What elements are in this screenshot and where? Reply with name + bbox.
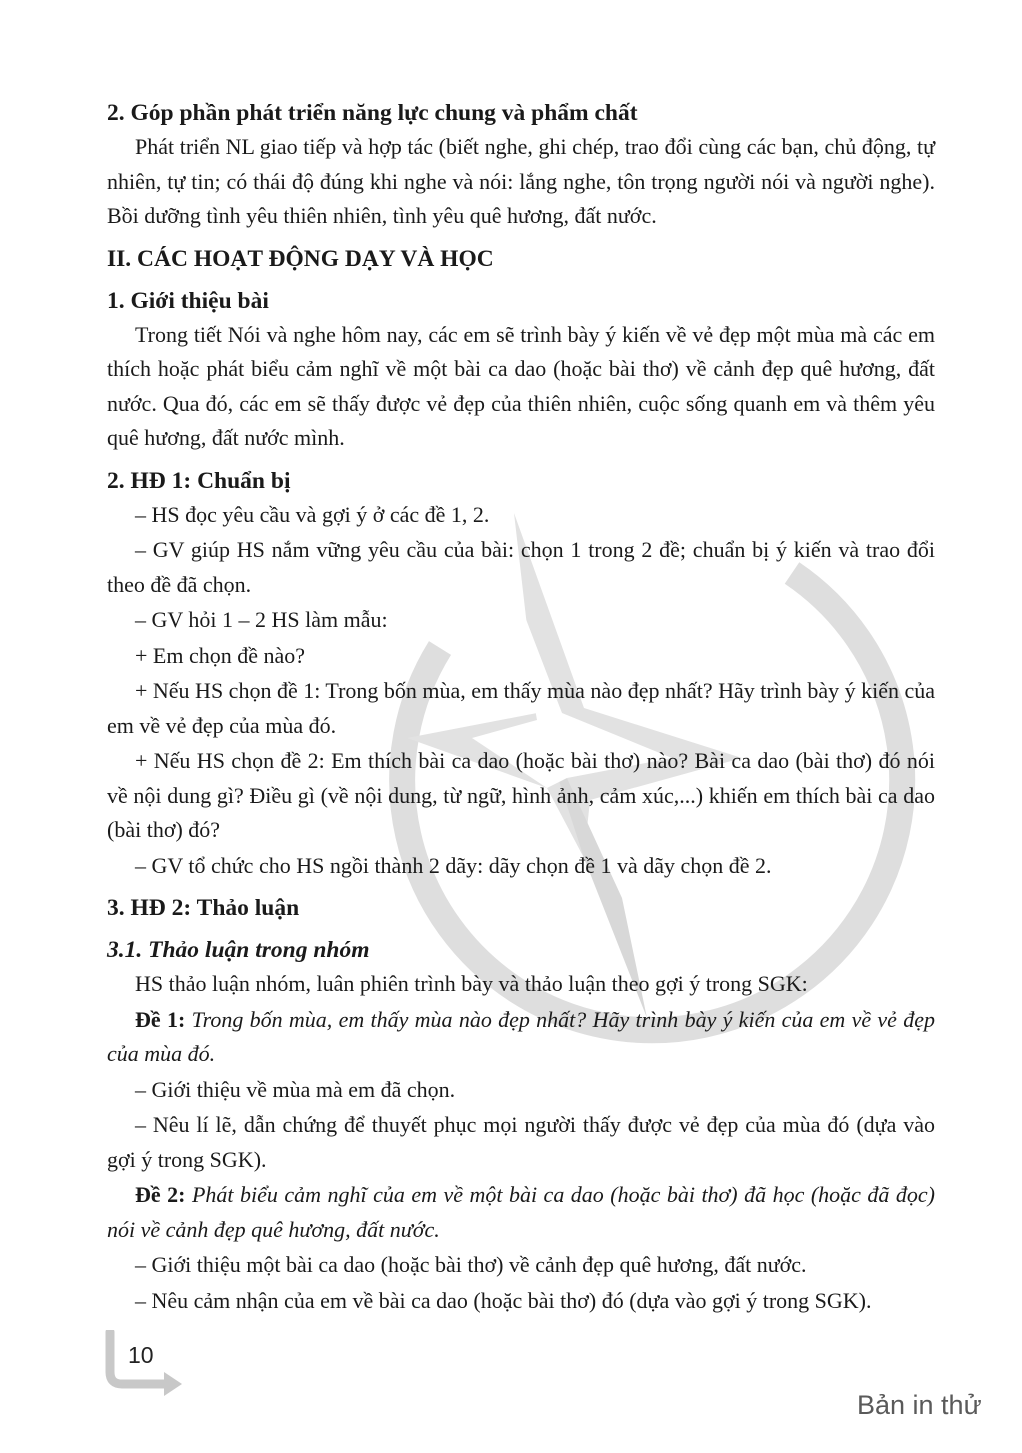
topic-1 <box>107 1003 935 1072</box>
section-heading-hd2: 3. HĐ 2: Thảo luận <box>107 895 300 921</box>
preview-label: Bản in thử <box>857 1390 982 1420</box>
list-item: – Giới thiệu một bài ca dao (hoặc bài thơ) về cảnh đẹp quê hương, đất nước. <box>135 1252 807 1277</box>
part-heading-activities: II. CÁC HOẠT ĐỘNG DẠY VÀ HỌC <box>107 245 494 272</box>
page-content <box>107 96 935 1319</box>
list-item: – GV tổ chức cho HS ngồi thành 2 dãy: dãy chọn đề 1 và dãy chọn đề 2. <box>135 852 772 878</box>
topic-2-label: Đề 2: <box>135 1182 186 1207</box>
list-item: – Nêu lí lẽ, dẫn chứng để thuyết phục mọi người thấy được vẻ đẹp của mùa đó (dựa vào gợi ý trong SGK). <box>107 1112 935 1172</box>
list-item: + Em chọn đề nào? <box>135 642 306 668</box>
paragraph-intro: Trong tiết Nói và nghe hôm nay, các em sẽ trình bày ý kiến về vẻ đẹp một mùa mà các em thích hoặc phát biểu cảm nghĩ về một bài ca dao (hoặc bài thơ) về cảnh đẹp quê hương, đất nước. Qua đó, các em sẽ thấy được vẻ đẹp của thiên nhiên, cuộc sống quanh em và thêm yêu quê hương, đất nước mình. <box>107 321 935 450</box>
list-item: – HS đọc yêu cầu và gợi ý ở các đề 1, 2. <box>135 501 490 527</box>
list-item: + Nếu HS chọn đề 1: Trong bốn mùa, em thấy mùa nào đẹp nhất? Hãy trình bày ý kiến của em về vẻ đẹp của mùa đó. <box>107 678 935 738</box>
list-item: – Giới thiệu về mùa mà em đã chọn. <box>135 1076 456 1102</box>
topic-2 <box>107 1178 935 1247</box>
topic-1-prompt: Trong bốn mùa, em thấy mùa nào đẹp nhất? Hãy trình bày ý kiến của em về vẻ đẹp của mùa đó. <box>107 1006 935 1066</box>
page-number: 10 <box>128 1342 154 1368</box>
list-item: – GV hỏi 1 – 2 HS làm mẫu: <box>135 607 388 632</box>
paragraph-competencies: Phát triển NL giao tiếp và hợp tác (biết nghe, ghi chép, trao đổi cùng các bạn, chủ động, tự nhiên, tự tin; có thái độ đúng khi nghe và nói: lắng nghe, tôn trọng người nói và người nghe). Bồi dưỡng tình yêu thiên nhiên, tình yêu quê hương, đất nước. <box>107 134 935 228</box>
section-heading-hd1: 2. HĐ 1: Chuẩn bị <box>107 467 291 494</box>
list-item: – GV giúp HS nắm vững yêu cầu của bài: chọn 1 trong 2 đề; chuẩn bị ý kiến và trao đổi theo đề đã chọn. <box>107 537 935 597</box>
section-heading-competencies: 2. Góp phần phát triển năng lực chung và phẩm chất <box>107 100 638 126</box>
section-heading-intro: 1. Giới thiệu bài <box>107 287 269 314</box>
list-item: + Nếu HS chọn đề 2: Em thích bài ca dao (hoặc bài thơ) nào? Bài ca dao (bài thơ) đó nói về nội dung gì? Điều gì (về nội dung, từ ngữ, hình ảnh, cảm xúc,...) khiến em thích bài ca dao (bài thơ) đó? <box>107 748 935 842</box>
topic-1-label: Đề 1: <box>135 1006 186 1032</box>
list-item: – Nêu cảm nhận của em về bài ca dao (hoặc bài thơ) đó (dựa vào gợi ý trong SGK). <box>135 1287 872 1313</box>
subsection-heading-group-discussion: 3.1. Thảo luận trong nhóm <box>107 937 370 963</box>
paragraph-discussion-intro: HS thảo luận nhóm, luân phiên trình bày và thảo luận theo gợi ý trong SGK: <box>135 971 808 996</box>
topic-2-prompt: Phát biểu cảm nghĩ của em về một bài ca dao (hoặc bài thơ) đã học (hoặc đã đọc) nói về cảnh đẹp quê hương, đất nước. <box>107 1182 935 1242</box>
